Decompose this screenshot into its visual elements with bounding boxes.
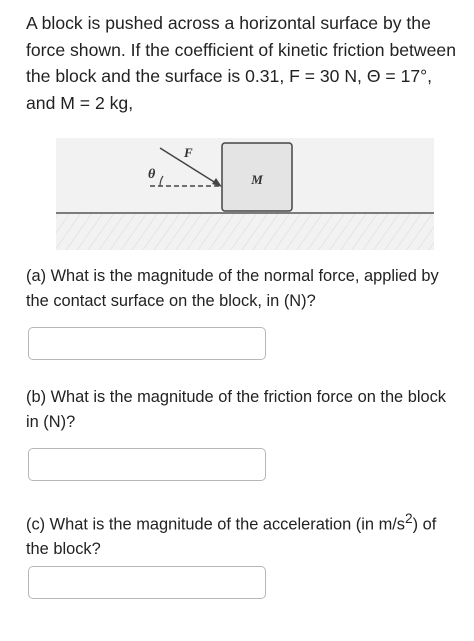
question-a xyxy=(26,264,462,314)
answer-b-input[interactable] xyxy=(28,448,266,481)
answer-c-input[interactable] xyxy=(28,566,266,599)
question-c-text: (c) What is the magnitude of the acceleration (in m/s xyxy=(26,515,405,534)
answer-a-input[interactable] xyxy=(28,327,266,360)
block-label: M xyxy=(251,172,263,187)
angle-label: θ xyxy=(148,167,156,182)
force-label: F xyxy=(184,145,193,160)
force-diagram xyxy=(56,138,434,250)
question-b xyxy=(26,385,462,435)
question-c-text-suffix: ) of the block? xyxy=(26,515,437,559)
question-c xyxy=(26,506,462,562)
force-diagram-svg xyxy=(56,138,434,250)
ground-hatching xyxy=(56,214,434,250)
question-a-text: (a) What is the magnitude of the normal force, applied by the contact surface on the block, in (N)? xyxy=(26,267,439,310)
problem-statement: A block is pushed across a horizontal surface by the force shown. If the coefficient of kinetic friction between the block and the surface is 0.31, F = 30 N, Θ = 17°, and M = 2 kg, xyxy=(26,13,456,113)
question-b-text: (b) What is the magnitude of the friction force on the block in (N)? xyxy=(26,388,446,431)
question-c-unit-exponent: 2 xyxy=(404,511,413,526)
